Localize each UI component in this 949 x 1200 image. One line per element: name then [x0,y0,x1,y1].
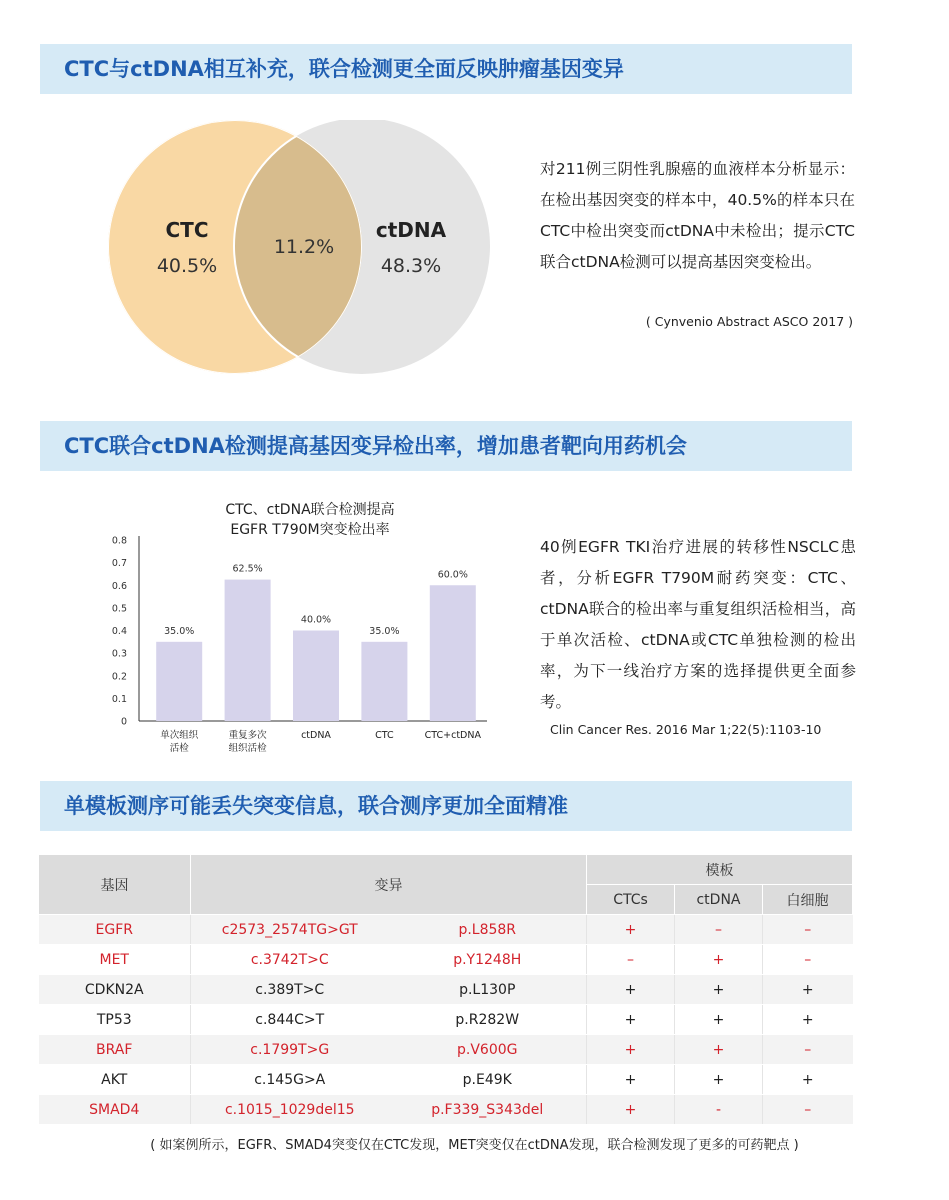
gene-cell: EGFR [39,915,191,945]
cdna-cell: c.844C>T [191,1005,389,1035]
y-tick-label: 0.7 [111,558,127,570]
header-template: 模板 [587,855,853,885]
y-tick-label: 0 [120,716,127,728]
cdna-cell: c.145G>A [191,1065,389,1095]
x-tick-label: CTC [375,730,394,741]
section3-title: 单模板测序可能丢失突变信息，联合测序更加全面精准 [40,781,852,831]
y-tick-label: 0.4 [111,626,127,637]
y-tick-label: 0.2 [111,671,127,683]
data-label: 60.0% [437,569,468,581]
protein-cell: p.V600G [389,1035,587,1065]
chart-title-line1: CTC、ctDNA联合检测提高 [225,502,395,518]
wbc-cell: + [763,975,853,1005]
protein-cell: p.E49K [389,1065,587,1095]
ctc-cell: + [587,1005,675,1035]
section1-paragraph: 对211例三阴性乳腺癌的血液样本分析显示：在检出基因突变的样本中，40.5%的样本只在CTC中检出突变而ctDNA中未检出；提示CTC联合ctDNA检测可以提高基因突变检出。 [540,160,855,271]
wbc-cell: + [763,1005,853,1035]
venn-right-label: ctDNA [375,218,447,242]
y-tick-label: 0.3 [111,648,127,660]
ctdna-cell: + [675,945,763,975]
section1-title: CTC与ctDNA相互补充，联合检测更全面反映肿瘤基因变异 [40,44,852,94]
venn-diagram [100,120,490,380]
wbc-cell: – [763,1035,853,1065]
data-label: 35.0% [369,625,400,637]
chart-title-line2: EGFR T790M突变检出率 [230,522,390,538]
table-row [39,945,853,975]
protein-cell: p.R282W [389,1005,587,1035]
gene-cell: BRAF [39,1035,191,1065]
data-label: 35.0% [164,625,195,637]
ctc-cell: + [587,1065,675,1095]
y-tick-label: 0.6 [111,580,127,592]
ctc-cell: + [587,1095,675,1125]
venn-left-label: CTC [165,218,209,242]
cdna-cell: c.1799T>G [191,1035,389,1065]
ctdna-cell: – [675,915,763,945]
ctc-cell: – [587,945,675,975]
gene-cell: CDKN2A [39,975,191,1005]
table-row [39,1005,853,1035]
protein-cell: p.L858R [389,915,587,945]
ctc-cell: + [587,1035,675,1065]
x-tick-label: ctDNA [301,730,331,741]
x-tick-label: 组织活检 [228,743,267,754]
ctdna-cell: + [675,1005,763,1035]
mutation-table [38,854,853,1125]
table-row [39,1065,853,1095]
wbc-cell: – [763,945,853,975]
section2-title: CTC联合ctDNA检测提高基因变异检出率，增加患者靶向用药机会 [40,421,852,471]
bar [225,580,271,721]
protein-cell: p.L130P [389,975,587,1005]
data-label: 40.0% [300,614,332,626]
wbc-cell: – [763,915,853,945]
wbc-cell: + [763,1065,853,1095]
x-tick-label: 单次组织 [160,730,199,741]
cdna-cell: c.3742T>C [191,945,389,975]
gene-cell: MET [39,945,191,975]
gene-cell: AKT [39,1065,191,1095]
cdna-cell: c.1015_1029del15 [191,1095,389,1125]
cdna-cell: c.389T>C [191,975,389,1005]
venn-right-value: 48.3% [380,255,442,277]
y-tick-label: 0.1 [111,693,127,705]
data-label: 62.5% [232,563,263,575]
header-wbc: 白细胞 [763,885,853,915]
bar [156,642,202,721]
y-tick-label: 0.8 [111,535,127,547]
venn-overlap-value: 11.2% [273,236,335,258]
table-footnote: ( 如案例所示，EGFR、SMAD4突变仅在CTC发现，MET突变仅在ctDNA发现，联合检测发现了更多的可药靶点 ) [150,1138,799,1153]
ctc-cell: + [587,915,675,945]
y-tick-label: 0.5 [111,603,127,615]
section2-citation: Clin Cancer Res. 2016 Mar 1;22(5):1103-10 [550,722,822,737]
x-tick-label: 重复多次 [228,730,267,741]
venn-left-value: 40.5% [156,255,218,277]
ctc-cell: + [587,975,675,1005]
bar [293,631,339,722]
gene-cell: TP53 [39,1005,191,1035]
ctdna-cell: + [675,1035,763,1065]
header-ctdna: ctDNA [675,885,763,915]
table-row [39,1095,853,1125]
table-row [39,975,853,1005]
protein-cell: p.F339_S343del [389,1095,587,1125]
table-row [39,1035,853,1065]
wbc-cell: – [763,1095,853,1125]
header-gene: 基因 [39,855,191,915]
table-row [39,915,853,945]
ctdna-cell: + [675,975,763,1005]
bar [430,585,476,721]
bar-chart [95,492,515,762]
header-variant: 变异 [191,855,587,915]
section2-paragraph: 40例EGFR TKI治疗进展的转移性NSCLC患者，分析EGFR T790M耐药突变：CTC、ctDNA联合的检出率与重复组织活检相当，高于单次活检、ctDNA或CTC单独检测的检出率，为下一线治疗方案的选择提供更全面参考。 [540,538,856,711]
cdna-cell: c2573_2574TG>GT [191,915,389,945]
protein-cell: p.Y1248H [389,945,587,975]
section1-citation: ( Cynvenio Abstract ASCO 2017 ) [645,314,853,329]
bar [361,642,407,721]
ctdna-cell: + [675,1065,763,1095]
ctdna-cell: - [675,1095,763,1125]
x-tick-label: CTC+ctDNA [424,730,481,741]
x-tick-label: 活检 [169,743,189,754]
gene-cell: SMAD4 [39,1095,191,1125]
header-ctcs: CTCs [587,885,675,915]
